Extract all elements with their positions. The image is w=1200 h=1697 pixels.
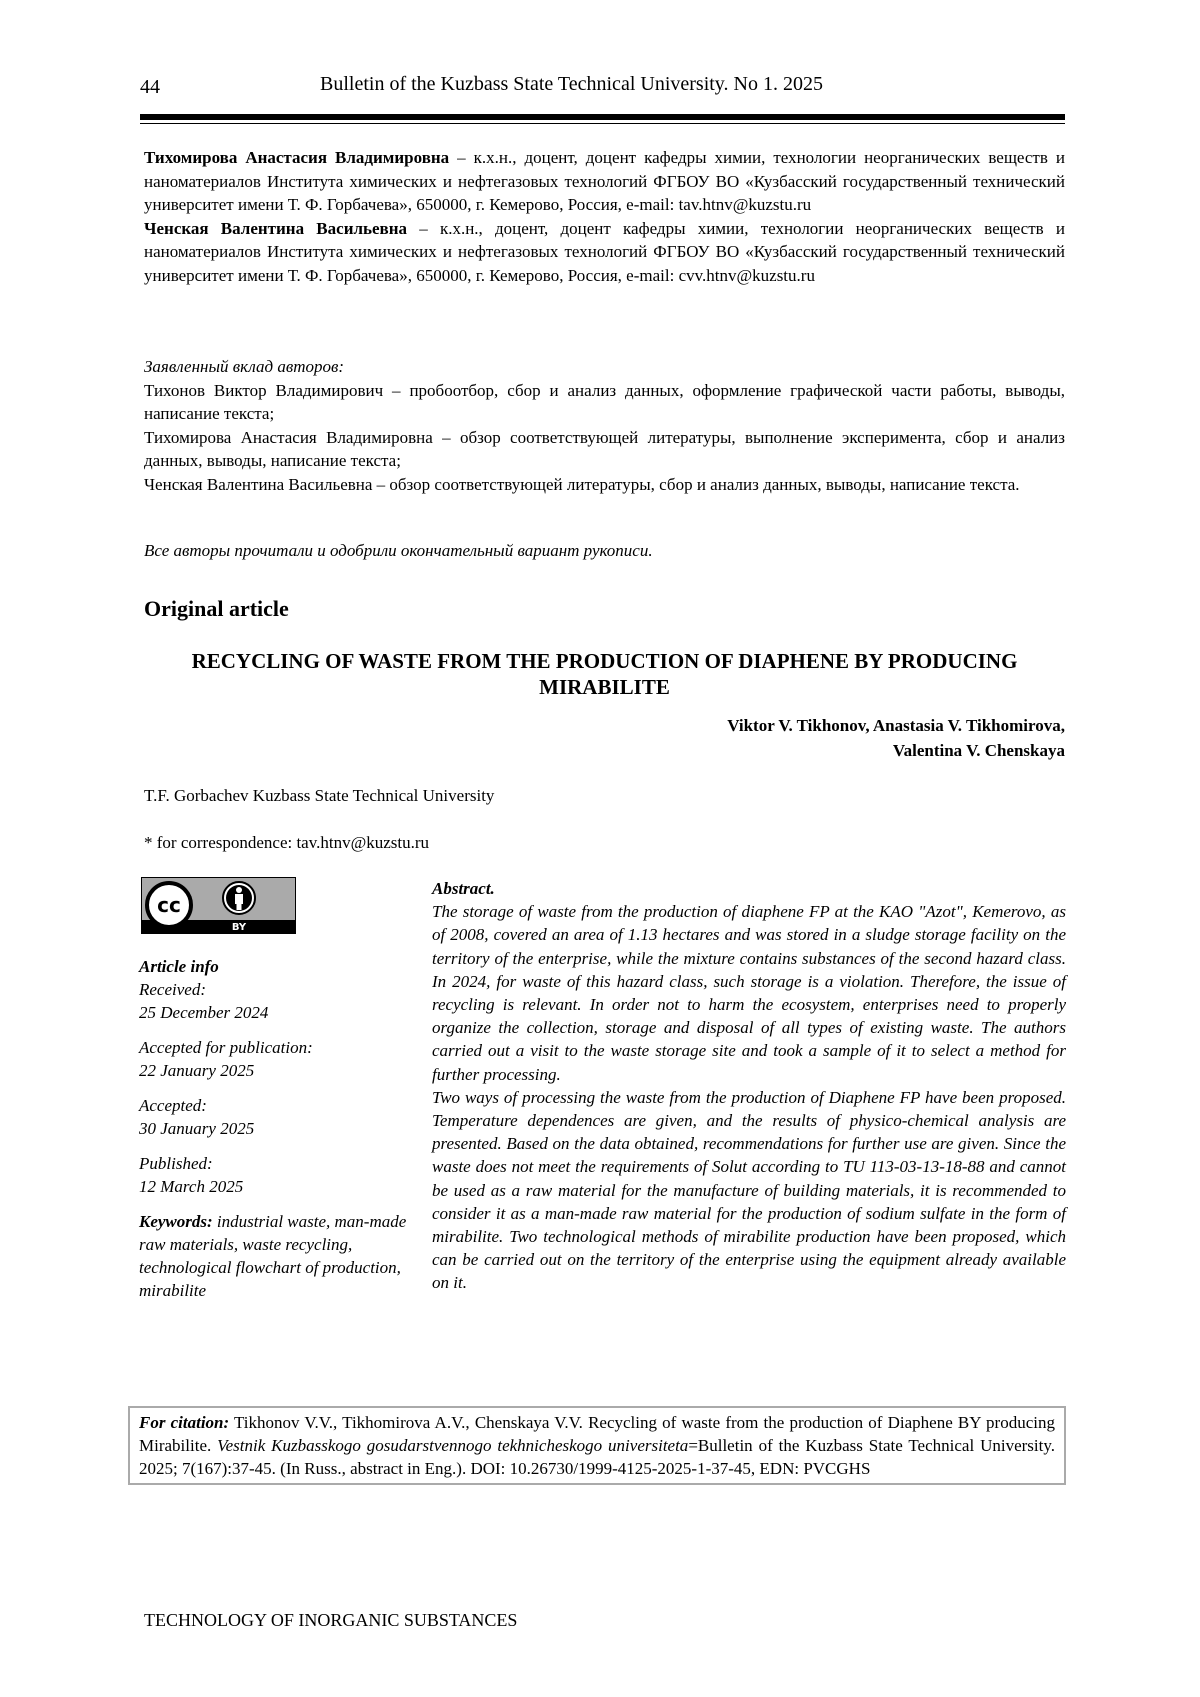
author-info-entry bbox=[144, 146, 1065, 217]
author-name: Ченская Валентина Васильевна bbox=[144, 218, 408, 238]
by-text: BY bbox=[231, 922, 247, 933]
section-label: Original article bbox=[144, 596, 289, 621]
article-info-heading: Article info bbox=[139, 957, 219, 976]
author-details: – к.х.н., доцент, доцент кафедры химии, технологии неорганических веществ и наноматериалов Института химических и нефтегазовых технологий ФГБОУ ВО «Кузбасский государственный технический университет имени Т. Ф. Горбачева», 650000, г. Кемерово, Россия, e-mail: tav.htnv@kuzstu.ru bbox=[144, 148, 1065, 214]
abstract-paragraph: Two ways of processing the waste from the production of Diaphene FP have been proposed. Temperature dependences are given, and the results of physico-chemical analysis are presented. Based on the data obtained, recommendations for further use are given. Since the waste does not meet the requirements of Solut according to TU 113-03-13-18-88 and cannot be used as a raw material for the manufacture of building materials, it is recommended to consider it as a man-made raw material for the production of sodium sulfate in the form of mirabilite. Two technological methods of mirabilite production have been proposed, which can be carried out on the territory of the enterprise using the equipment already available on it. bbox=[432, 1087, 1066, 1293]
contribution-item: Тихонов Виктор Владимирович – пробоотбор, сбор и анализ данных, оформление графической части работы, выводы, написание текста; bbox=[144, 380, 1065, 423]
abstract bbox=[432, 877, 1066, 1295]
contributions-heading: Заявленный вклад авторов: bbox=[144, 357, 345, 376]
footer-section: TECHNOLOGY OF INORGANIC SUBSTANCES bbox=[144, 1610, 518, 1630]
correspondence: * for correspondence: tav.htnv@kuzstu.ru bbox=[144, 833, 430, 852]
citation-text-tail: =Bulletin of the Kuzbass State Technical University. 2025; 7(167):37-45. (In Russ., abstract in Eng.). DOI: 10.26730/1999-4125-2025-1-37-45, EDN: PVCGHS bbox=[139, 1436, 1055, 1478]
author-name: Тихомирова Анастасия Владимировна bbox=[144, 148, 450, 167]
accepted-date: 30 January 2025 bbox=[139, 1119, 255, 1138]
contribution-item: Тихомирова Анастасия Владимировна – обзор соответствующей литературы, выполнение эксперимента, сбор и анализ данных, выводы, написание текста; bbox=[144, 427, 1065, 470]
page-number: 44 bbox=[140, 76, 160, 98]
authors-line: Valentina V. Chenskaya bbox=[892, 741, 1065, 760]
affiliation: T.F. Gorbachev Kuzbass State Technical University bbox=[144, 786, 495, 805]
article-authors bbox=[465, 713, 1065, 763]
keywords-text: industrial waste, man-made raw materials, waste recycling, technological flowchart of production, mirabilite bbox=[139, 1212, 407, 1300]
accepted-block bbox=[139, 1094, 414, 1140]
accepted-publication-block bbox=[139, 1036, 414, 1082]
abstract-heading: Abstract. bbox=[432, 879, 495, 898]
author-contributions bbox=[144, 355, 1065, 496]
abstract-paragraph: The storage of waste from the production of diaphene FP at the KAO "Azot", Kemerovo, as of 2008, covered an area of 1.13 hectares and was stored in a sludge storage facility on the territory of the enterprise, while the mixture contains substances of the second hazard class. In 2024, for waste of this hazard class, such storage is a violation. Therefore, the issue of recycling is relevant. In order not to harm the ecosystem, enterprises need to properly organize the collection, storage and disposal of all types of existing waste. The authors carried out a visit to the waste storage site and took a sample of it to select a method for further processing. bbox=[432, 902, 1066, 1084]
keywords-block bbox=[139, 1210, 414, 1302]
author-info-entry bbox=[144, 217, 1065, 288]
received-label: Received: bbox=[139, 980, 206, 999]
published-date: 12 March 2025 bbox=[139, 1177, 244, 1196]
cc-by-license-icon bbox=[141, 877, 296, 934]
running-title: Bulletin of the Kuzbass State Technical University. No 1. 2025 bbox=[320, 73, 823, 95]
author-details: – к.х.н., доцент, доцент кафедры химии, технологии неорганических веществ и наноматериалов Института химических и нефтегазовых технологий ФГБОУ ВО «Кузбасский государственный технический университет имени Т. Ф. Горбачева», 650000, г. Кемерово, Россия, e-mail: cvv.htnv@kuzstu.ru bbox=[144, 218, 1065, 285]
accepted-publication-date: 22 January 2025 bbox=[139, 1061, 255, 1080]
author-info-ru bbox=[144, 146, 1065, 287]
citation-label: For citation: bbox=[139, 1413, 230, 1432]
article-info bbox=[139, 955, 414, 1314]
header-rule bbox=[140, 114, 1065, 120]
cc-text: cc bbox=[157, 893, 181, 917]
published-block bbox=[139, 1152, 414, 1198]
article-info-block bbox=[139, 955, 414, 1024]
keywords-label: Keywords: bbox=[139, 1212, 213, 1231]
accepted-label: Accepted: bbox=[139, 1096, 207, 1115]
header-rule-thin bbox=[140, 123, 1065, 124]
published-label: Published: bbox=[139, 1154, 213, 1173]
contribution-item: Ченская Валентина Васильевна – обзор соответствующей литературы, сбор и анализ данных, выводы, написание текста. bbox=[144, 474, 1020, 494]
citation-journal: Vestnik Kuzbasskogo gosudarstvennogo tekhnicheskogo universiteta bbox=[217, 1436, 689, 1455]
authors-line: Viktor V. Tikhonov, Anastasia V. Tikhomirova, bbox=[727, 716, 1065, 735]
citation-text: Tikhonov V.V., Tikhomirova A.V., Chenskaya V.V. Recycling of waste from the production of Diaphene BY producing Mirabilite. bbox=[139, 1413, 1055, 1455]
citation-box bbox=[128, 1406, 1066, 1485]
accepted-publication-label: Accepted for publication: bbox=[139, 1038, 313, 1057]
received-date: 25 December 2024 bbox=[139, 1003, 269, 1022]
article-title: RECYCLING OF WASTE FROM THE PRODUCTION OF DIAPHENE BY PRODUCING MIRABILITE bbox=[191, 649, 1018, 699]
approval-statement: Все авторы прочитали и одобрили окончательный вариант рукописи. bbox=[144, 541, 653, 560]
